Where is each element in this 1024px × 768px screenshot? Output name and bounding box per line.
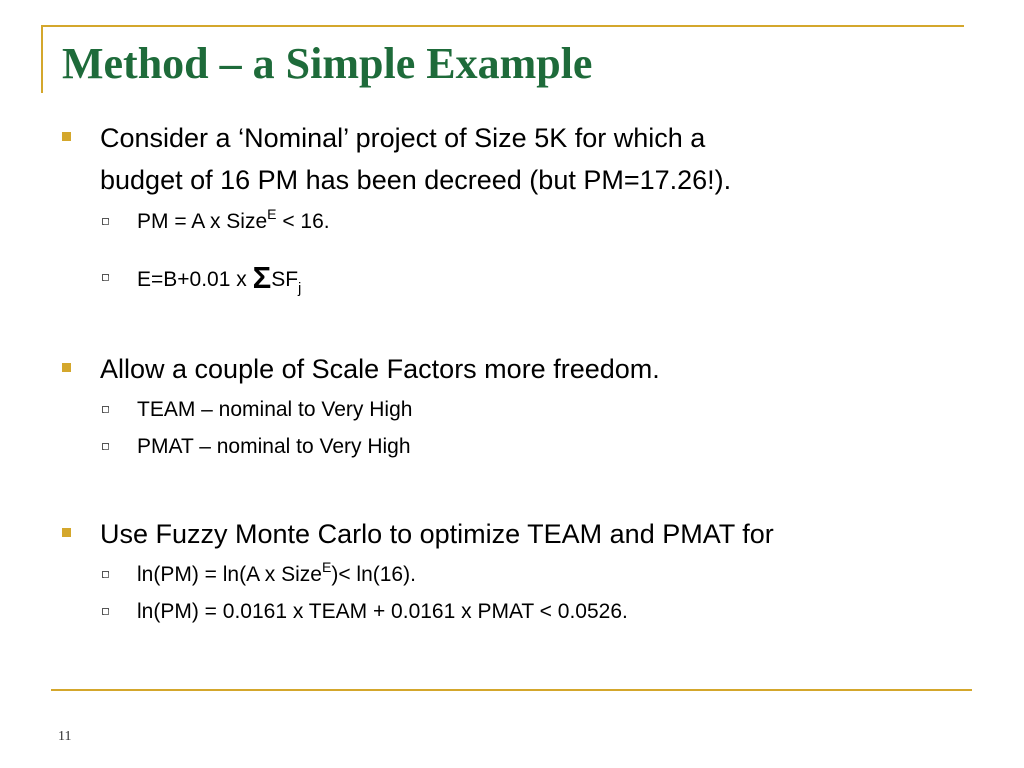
frame-left-rule [41, 25, 43, 93]
slide-number: 11 [58, 729, 72, 744]
sub-bullet-2-2 [137, 433, 411, 461]
square-bullet-icon [102, 218, 109, 225]
sub-bullet-1-2 [137, 260, 302, 297]
frame-top-rule [41, 25, 964, 27]
bullet-3 [100, 513, 774, 555]
bullet-1 [100, 117, 731, 201]
sub-bullet-3-1 [137, 561, 416, 589]
bullet-2 [100, 348, 660, 390]
square-bullet-icon [102, 274, 109, 281]
sub-bullet-2-1 [137, 396, 412, 424]
square-bullet-icon [102, 571, 109, 578]
bullet-3-line-1: Use Fuzzy Monte Carlo to optimize TEAM and PMAT for [100, 519, 774, 549]
sub-bullet-text: ln(PM) = 0.0161 x TEAM + 0.0161 x PMAT < 0.0526. [137, 600, 628, 623]
exponent: E [321, 559, 332, 575]
square-bullet-icon [102, 608, 109, 615]
formula-text: SF [271, 268, 299, 291]
formula-text: )< ln(16). [331, 563, 416, 586]
sub-bullet-text: PMAT – nominal to Very High [137, 435, 411, 458]
formula-text: PM = A x Size [137, 210, 268, 233]
sub-bullet-1-1 [137, 208, 330, 236]
square-bullet-icon [102, 443, 109, 450]
exponent: E [267, 206, 277, 222]
formula-text: ln(PM) = ln(A x Size [137, 563, 322, 586]
bullet-marker-icon [62, 528, 71, 537]
sub-bullet-3-2 [137, 598, 628, 626]
sub-bullet-text: TEAM – nominal to Very High [137, 398, 413, 421]
bullet-marker-icon [62, 132, 71, 141]
bullet-1-line-1: Consider a ‘Nominal’ project of Size 5K for which a [100, 123, 706, 153]
sigma-symbol: Σ [252, 260, 272, 295]
footer-rule [51, 689, 972, 691]
square-bullet-icon [102, 406, 109, 413]
bullet-2-line-1: Allow a couple of Scale Factors more freedom. [100, 354, 660, 384]
subscript: j [298, 280, 302, 297]
formula-text: < 16. [276, 210, 330, 233]
bullet-marker-icon [62, 363, 71, 372]
slide-title: Method – a Simple Example [62, 39, 593, 88]
formula-text: E=B+0.01 x [137, 268, 253, 291]
bullet-1-line-2: budget of 16 PM has been decreed (but PM=17.26!). [100, 165, 732, 195]
